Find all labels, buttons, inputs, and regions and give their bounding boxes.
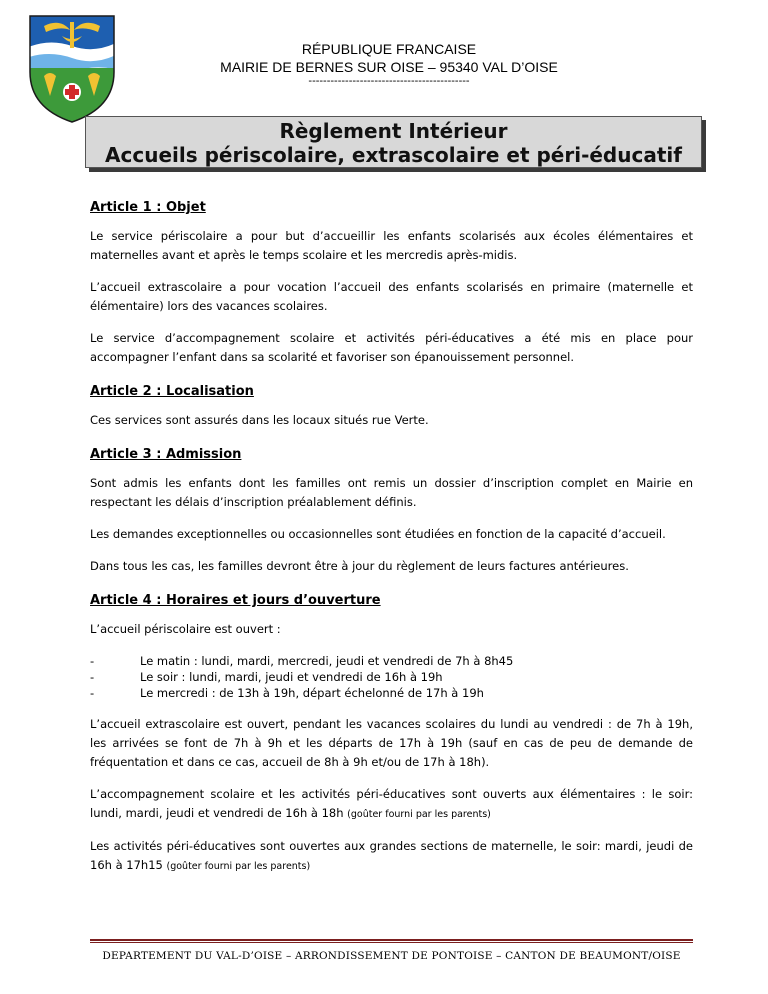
paragraph-text: L’accompagnement scolaire et les activités péri-éducatives sont ouverts aux élémentaires : le soir: lundi, mardi, jeudi et vendredi de 16h à 18h <box>90 787 693 820</box>
coat-of-arms-logo <box>26 12 118 126</box>
article-3-paragraph-1: Sont admis les enfants dont les familles ont remis un dossier d’inscription complet en Mairie en respectant les délais d’inscription préalablement définis. <box>90 476 693 509</box>
list-item: - Le mercredi : de 13h à 19h, départ échelonné de 17h à 19h <box>90 685 693 701</box>
article-4-title: Article 4 : Horaires et jours d’ouverture <box>90 593 381 608</box>
article-1-title: Article 1 : Objet <box>90 200 206 215</box>
article-4-paragraph-3 <box>90 785 693 824</box>
letterhead <box>180 40 598 86</box>
article-3-paragraph-3: Dans tous les cas, les familles devront être à jour du règlement de leurs factures antérieures. <box>90 559 629 573</box>
opening-hours-list <box>90 653 693 701</box>
footer-divider <box>90 939 693 943</box>
article-1-paragraph-3: Le service d’accompagnement scolaire et activités péri-éducatives a été mis en place pour accompagner l’enfant dans sa scolarité et favoriser son épanouissement personnel. <box>90 331 693 364</box>
header-divider: -------------------------------------------- <box>308 75 470 87</box>
article-3-title: Article 3 : Admission <box>90 447 242 462</box>
article-4-paragraph-4 <box>90 837 693 876</box>
document-title: Règlement Intérieur <box>279 119 508 143</box>
article-1-paragraph-2: L’accueil extrascolaire a pour vocation l’accueil des enfants scolarisés en primaire (maternelle et élémentaire) lors des vacances scolaires. <box>90 280 693 313</box>
footer-text: DEPARTEMENT DU VAL-D’OISE – ARRONDISSEMENT DE PONTOISE – CANTON DE BEAUMONT/OISE <box>102 950 681 962</box>
paragraph-text: Les activités péri-éducatives sont ouvertes aux grandes sections de maternelle, le soir: mardi, jeudi de 16h à 17h15 <box>90 839 693 872</box>
snack-note: (goûter fourni par les parents) <box>166 861 311 872</box>
article-3-paragraph-2: Les demandes exceptionnelles ou occasionnelles sont étudiées en fonction de la capacité d’accueil. <box>90 527 666 541</box>
list-item: - Le matin : lundi, mardi, mercredi, jeudi et vendredi de 7h à 8h45 <box>90 653 693 669</box>
list-item: - Le soir : lundi, mardi, jeudi et vendredi de 16h à 19h <box>90 669 693 685</box>
republic-line: RÉPUBLIQUE FRANCAISE <box>301 41 477 57</box>
article-2-title: Article 2 : Localisation <box>90 384 254 399</box>
article-1-paragraph-1: Le service périscolaire a pour but d’accueillir les enfants scolarisés aux écoles élémentaires et maternelles avant et après le temps scolaire et les mercredis après-midis. <box>90 229 693 262</box>
snack-note: (goûter fourni par les parents) <box>347 809 491 820</box>
document-title-box <box>85 116 702 168</box>
mairie-address-line: MAIRIE DE BERNES SUR OISE – 95340 VAL D’OISE <box>220 59 558 75</box>
document-body <box>90 198 693 876</box>
article-4-paragraph-2: L’accueil extrascolaire est ouvert, pendant les vacances scolaires du lundi au vendredi : de 7h à 19h, les arrivées se font de 7h à 9h et les départs de 17h à 19h (sauf en cas de peu de demande de fréquentation et dans ce cas, accueil de 8h à 9h et/ou de 17h à 18h). <box>90 717 693 769</box>
article-2-paragraph-1: Ces services sont assurés dans les locaux situés rue Verte. <box>90 413 429 427</box>
article-4-intro: L’accueil périscolaire est ouvert : <box>90 622 281 636</box>
document-subtitle: Accueils périscolaire, extrascolaire et péri-éducatif <box>105 143 682 167</box>
